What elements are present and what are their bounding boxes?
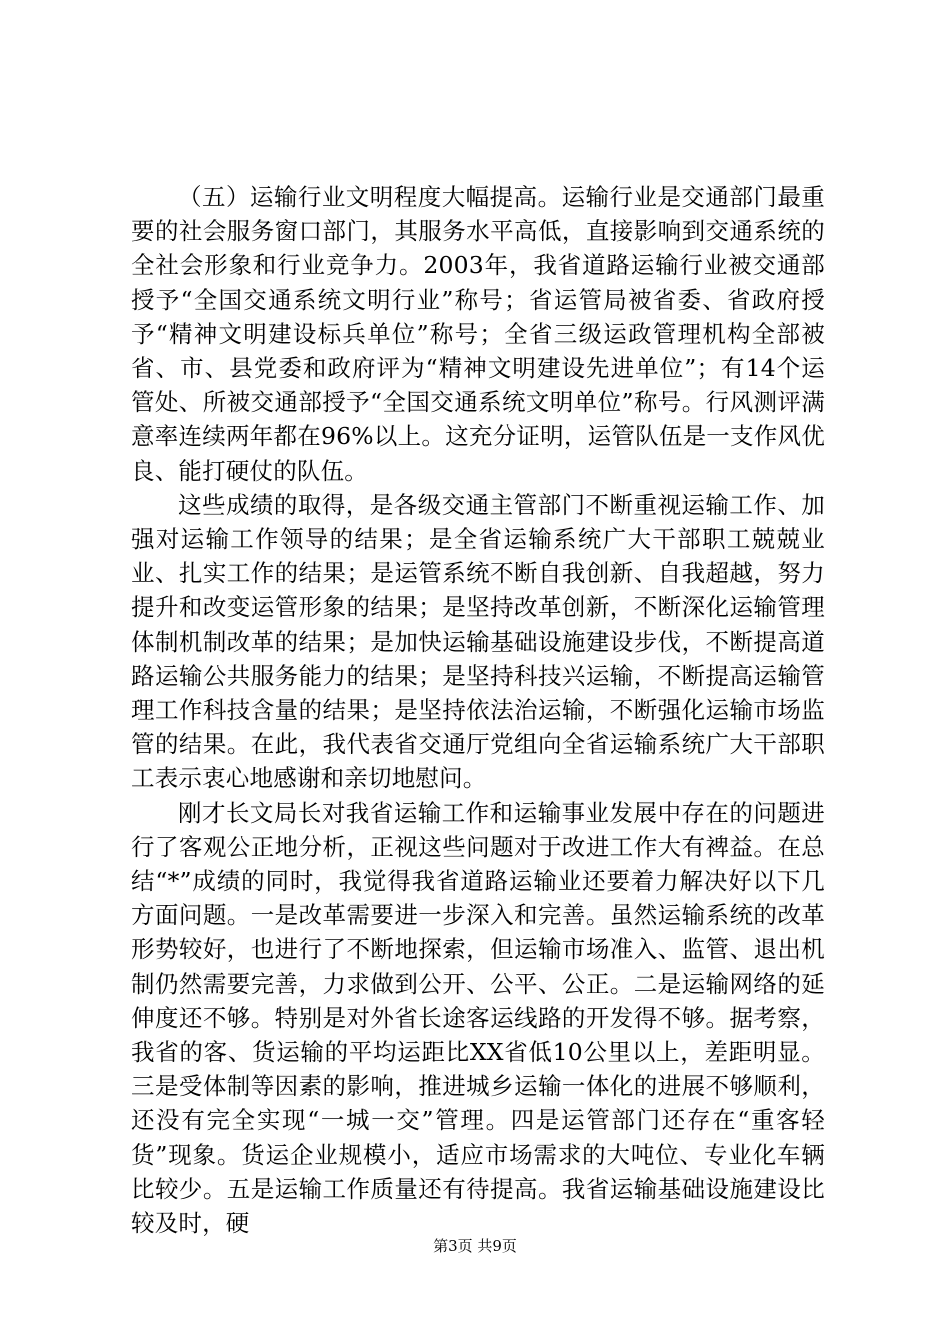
- paragraph-existing-problems: 刚才长文局长对我省运输工作和运输事业发展中存在的问题进行了客观公正地分析，正视这些问题对于改进工作大有裨益。在总结“*”成绩的同时，我觉得我省道路运输业还要着力解决好以下几方面问题。一是改革需要进一步深入和完善。虽然运输系统的改革形势较好，也进行了不断地探索，但运输市场准入、监管、退出机制仍然需要完善，力求做到公开、公平、公正。二是运输网络的延伸度还不够。特别是对外省长途客运线路的开发得不够。据考察，我省的客、货运输的平均运距比XX省低10公里以上，差距明显。三是受体制等因素的影响，推进城乡运输一体化的进展不够顺利，还没有完全实现“一城一交”管理。四是运管部门还存在“重客轻货”现象。货运企业规模小，适应市场需求的大吨位、专业化车辆比较少。五是运输工作质量还有待提高。我省运输基础设施建设比较及时，硬: [131, 798, 825, 1238]
- document-body: [131, 180, 825, 1240]
- paragraph-achievements-reasons: 这些成绩的取得，是各级交通主管部门不断重视运输工作、加强对运输工作领导的结果；是全省运输系统广大干部职工兢兢业业、扎实工作的结果；是运管系统不断自我创新、自我超越，努力提升和改变运管形象的结果；是坚持改革创新，不断深化运输管理体制机制改革的结果；是加快运输基础设施建设步伐，不断提高道路运输公共服务能力的结果；是坚持科技兴运输，不断提高运输管理工作科技含量的结果；是坚持依法治运输，不断强化运输市场监管的结果。在此，我代表省交通厅党组向全省运输系统广大干部职工表示衷心地感谢和亲切地慰问。: [131, 490, 825, 793]
- page-number-footer: 第3页 共9页: [433, 1237, 517, 1255]
- paragraph-transport-civility: （五）运输行业文明程度大幅提高。运输行业是交通部门最重要的社会服务窗口部门，其服务水平高低，直接影响到交通系统的全社会形象和行业竞争力。2003年，我省道路运输行业被交通部授予“全国交通系统文明行业”称号；省运管局被省委、省政府授予“精神文明建设标兵单位”称号；全省三级运政管理机构全部被省、市、县党委和政府评为“精神文明建设先进单位”；有14个运管处、所被交通部授予“全国交通系统文明单位”称号。行风测评满意率连续两年都在96%以上。这充分证明，运管队伍是一支作风优良、能打硬仗的队伍。: [131, 183, 825, 485]
